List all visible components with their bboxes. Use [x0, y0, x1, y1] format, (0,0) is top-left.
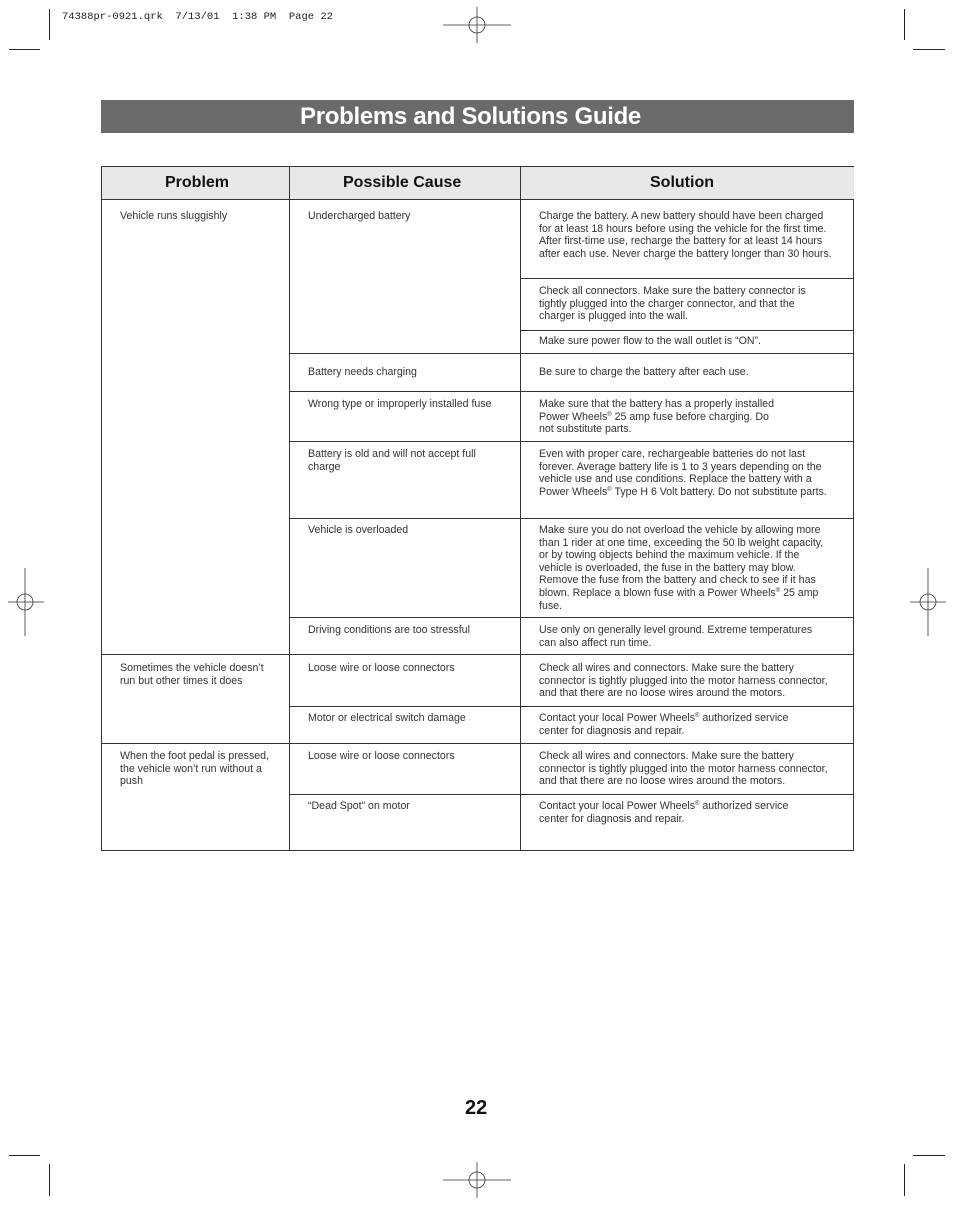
cause-cell: “Dead Spot” on motor — [308, 800, 410, 812]
solution-cell: Contact your local Power Wheels® authorized service center for diagnosis and repair. — [539, 712, 789, 737]
crop-mark — [9, 1155, 40, 1156]
crop-mark — [9, 49, 40, 50]
cause-cell: Wrong type or improperly installed fuse — [308, 398, 492, 410]
solution-cell: Check all wires and connectors. Make sure the battery connector is tightly plugged into the motor harness connector, and that there are no loose wires around the motors. — [539, 750, 828, 788]
cause-cell: Undercharged battery — [308, 210, 411, 222]
registration-mark-icon — [8, 568, 44, 638]
crop-mark — [49, 9, 50, 40]
problems-table — [101, 166, 854, 851]
problem-cell: When the foot pedal is pressed, the vehicle won’t run without a push — [120, 750, 269, 788]
solution-cell: Contact your local Power Wheels® authorized service center for diagnosis and repair. — [539, 800, 789, 825]
row-divider — [520, 330, 853, 331]
cause-cell: Loose wire or loose connectors — [308, 750, 455, 762]
registration-mark-icon — [910, 568, 946, 638]
solution-cell: Use only on generally level ground. Extreme temperatures can also affect run time. — [539, 624, 813, 649]
print-slug: 74388pr-0921.qrk 7/13/01 1:38 PM Page 22 — [62, 11, 333, 23]
header-cause-label: Possible Cause — [343, 174, 462, 191]
row-divider — [289, 706, 853, 707]
cause-cell: Driving conditions are too stressful — [308, 624, 470, 636]
solution-cell: Make sure power flow to the wall outlet is “ON”. — [539, 335, 761, 347]
header-solution-label: Solution — [650, 174, 714, 191]
row-divider — [289, 441, 853, 442]
header-cause — [290, 167, 521, 200]
solution-cell: Be sure to charge the battery after each use. — [539, 366, 749, 378]
row-divider — [289, 353, 853, 354]
header-problem — [102, 167, 290, 200]
registration-mark-icon — [443, 1162, 513, 1198]
crop-mark — [904, 1164, 905, 1196]
row-divider — [289, 617, 853, 618]
solution-cell: Make sure you do not overload the vehicle by allowing more than 1 rider at one time, exceeding the 50 lb weight capacity, or by towing objects behind the maximum vehicle. If the vehicle is overloaded, the fuse in the battery may blow. Remove the fuse from the battery and check to see if it has blown. Replace a blown fuse with a Power Wheels® 25 amp fuse. — [539, 524, 824, 612]
row-divider — [289, 518, 853, 519]
page-title: Problems and Solutions Guide — [300, 103, 641, 130]
title-bar — [101, 100, 854, 133]
problem-cell: Sometimes the vehicle doesn’t run but other times it does — [120, 662, 264, 687]
solution-cell: Check all wires and connectors. Make sure the battery connector is tightly plugged into the motor harness connector, and that there are no loose wires around the motors. — [539, 662, 828, 700]
column-divider — [289, 167, 290, 850]
row-divider — [289, 391, 853, 392]
registration-mark-icon — [443, 7, 513, 43]
solution-cell: Make sure that the battery has a properly installed Power Wheels® 25 amp fuse before charging. Do not substitute parts. — [539, 398, 774, 436]
cause-cell: Vehicle is overloaded — [308, 524, 409, 536]
header-solution — [521, 167, 854, 200]
row-divider — [289, 794, 853, 795]
solution-cell: Check all connectors. Make sure the battery connector is tightly plugged into the charger connector, and that the charger is plugged into the wall. — [539, 285, 806, 323]
solution-cell: Even with proper care, rechargeable batteries do not last forever. Average battery life is 1 to 3 years depending on the vehicle use and use conditions. Replace the battery with a Power Wheels® Type H 6 Volt battery. Do not substitute parts. — [539, 448, 827, 498]
crop-mark — [913, 49, 945, 50]
page-number: 22 — [465, 1097, 488, 1119]
crop-mark — [913, 1155, 945, 1156]
cause-cell: Motor or electrical switch damage — [308, 712, 466, 724]
header-problem-label: Problem — [165, 174, 230, 191]
solution-cell: Charge the battery. A new battery should have been charged for at least 18 hours before using the vehicle for the first time. After first-time use, recharge the battery for at least 14 hours after each use. Never charge the battery longer than 30 hours. — [539, 210, 832, 260]
row-divider — [102, 654, 853, 655]
cause-cell: Battery needs charging — [308, 366, 417, 378]
cause-cell: Loose wire or loose connectors — [308, 662, 455, 674]
row-divider — [520, 278, 853, 279]
cause-cell: Battery is old and will not accept full charge — [308, 448, 476, 473]
crop-mark — [49, 1164, 50, 1196]
column-divider — [520, 167, 521, 850]
problem-cell: Vehicle runs sluggishly — [120, 210, 228, 222]
crop-mark — [904, 9, 905, 40]
row-divider — [102, 743, 853, 744]
